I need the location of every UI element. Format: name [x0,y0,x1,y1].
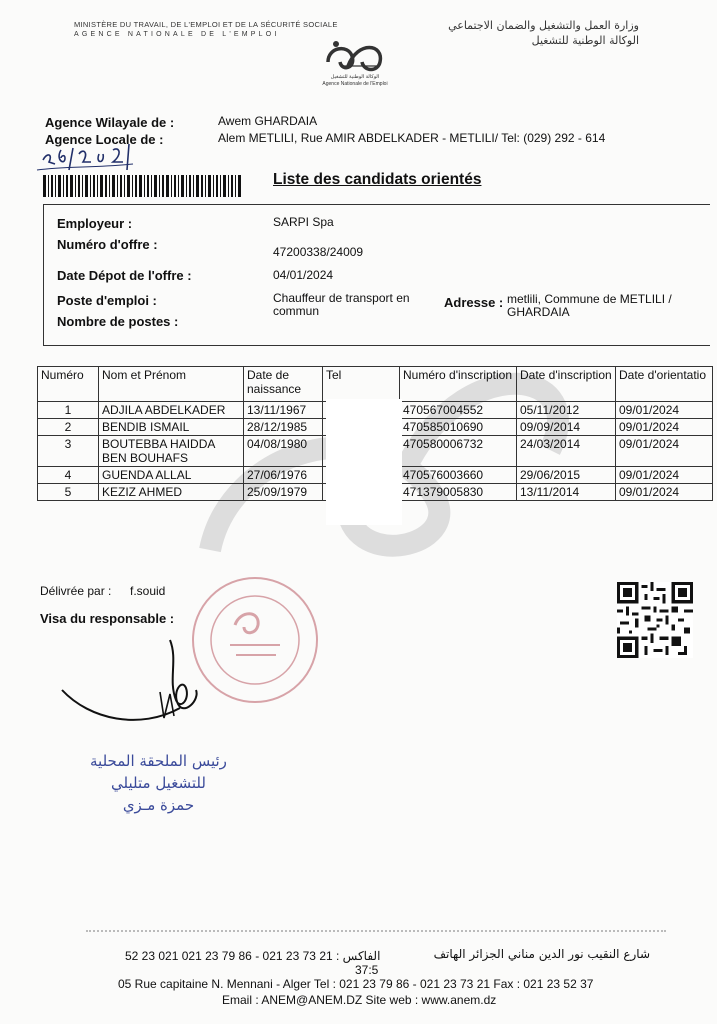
agency-name-fr: AGENCE NATIONALE DE L'EMPLOI [74,31,280,38]
cell-name: BENDIB ISMAIL [99,419,244,436]
locale-label: Agence Locale de : [45,132,164,147]
cell-orientation-date: 09/01/2024 [616,467,713,484]
employer-label: Employeur : [57,216,133,231]
cell-name: ADJILA ABDELKADER [99,402,244,419]
header-inscription-number: Numéro d'inscription [400,367,517,402]
cell-orientation-date: 09/01/2024 [616,484,713,501]
ministry-header-ar [448,18,639,48]
cell-inscription-number: 470576003660 [400,467,517,484]
header-tel: Tel [323,367,400,402]
footer-address-fr: 05 Rue capitaine N. Mennani - Alger Tel : 021 23 79 86 - 021 23 73 21 Fax : 021 23 52 37 [118,977,594,991]
footer-divider [86,930,666,932]
logo-caption [300,74,410,88]
cell-inscription-date: 29/06/2015 [517,467,616,484]
deposit-date-value: 04/01/2024 [273,268,334,282]
cell-birthdate: 27/06/1976 [244,467,323,484]
cell-inscription-date: 09/09/2014 [517,419,616,436]
positions-label: Nombre de postes : [57,314,179,329]
cell-name: GUENDA ALLAL [99,467,244,484]
responsible-stamp [90,750,227,816]
cell-inscription-date: 13/11/2014 [517,484,616,501]
cell-numero: 1 [38,402,99,419]
cell-orientation-date: 09/01/2024 [616,436,713,467]
offer-number-label: Numéro d'offre : [57,237,158,252]
header-inscription-date: Date d'inscription [517,367,616,402]
cell-numero: 3 [38,436,99,467]
footer-phones: 52 23 021 الفاكس : 21 73 23 021 - 86 79 23 021 [125,949,381,963]
address-value: metlili, Commune de METLILI / GHARDAIA [507,292,672,319]
agency-name-ar: الوكالة الوطنية للتشغيل [531,34,639,47]
cell-numero: 5 [38,484,99,501]
logo-caption-ar: الوكالة الوطنية للتشغيل [330,74,380,80]
cell-inscription-number: 470585010690 [400,419,517,436]
stamp-line-3: حمزة مـزي [122,796,195,814]
ministry-name-ar: وزارة العمل والتشغيل والضمان الاجتماعي [448,19,639,32]
cell-name: BOUTEBBA HAIDDA BEN BOUHAFS [99,436,244,467]
cell-birthdate: 28/12/1985 [244,419,323,436]
cell-inscription-number: 470580006732 [400,436,517,467]
logo-caption-fr: Agence Nationale de l'Emploi [322,81,388,87]
delivered-by-value: f.souid [130,584,166,598]
stamp-line-2: للتشغيل متليلي [111,774,206,792]
cell-orientation-date: 09/01/2024 [616,419,713,436]
visa-label: Visa du responsable : [40,611,175,626]
post-value: Chauffeur de transport en commun [273,291,410,318]
cell-inscription-date: 05/11/2012 [517,402,616,419]
cell-numero: 4 [38,467,99,484]
post-label: Poste d'emploi : [57,293,157,308]
offer-number-value: 47200338/24009 [273,245,364,259]
wilayale-value: Awem GHARDAIA [218,114,318,128]
footer-contact: Email : ANEM@ANEM.DZ Site web : www.anem.dz [222,993,497,1007]
tel-redaction [326,399,402,525]
ministry-name-fr: MINISTÈRE DU TRAVAIL, DE L'EMPLOI ET DE LA SÉCURITÉ SOCIALE [74,20,338,29]
table-header-row [38,367,713,402]
stamp-line-1: رئيس الملحقة المحلية [90,752,227,770]
handwritten-date [35,140,135,176]
cell-name: KEZIZ AHMED [99,484,244,501]
header-numero: Numéro [38,367,99,402]
cell-inscription-number: 470567004552 [400,402,517,419]
cell-birthdate: 25/09/1979 [244,484,323,501]
header-birthdate: Date de naissance [244,367,323,402]
header-name: Nom et Prénom [99,367,244,402]
cell-birthdate: 04/08/1980 [244,436,323,467]
document-title: Liste des candidats orientés [273,171,482,188]
cell-inscription-date: 24/03/2014 [517,436,616,467]
footer-page-ref: 37:5 [355,963,379,977]
ministry-header-fr [74,20,338,40]
barcode [43,175,243,197]
signature [60,630,220,740]
delivered-by-label: Délivrée par : [40,584,112,598]
address-label: Adresse : [444,295,504,310]
employer-value: SARPI Spa [273,215,334,229]
cell-birthdate: 13/11/1967 [244,402,323,419]
cell-orientation-date: 09/01/2024 [616,402,713,419]
header-orientation-date: Date d'orientatio [616,367,713,402]
wilayale-label: Agence Wilayale de : [45,115,175,130]
locale-value: Alem METLILI, Rue AMIR ABDELKADER - METLILI/ Tel: (029) 292 - 614 [218,131,606,145]
cell-numero: 2 [38,419,99,436]
deposit-date-label: Date Dépot de l'offre : [57,268,192,283]
footer-address-ar: شارع النقيب نور الدين مناني الجزائر الهاتف [433,947,650,961]
cell-inscription-number: 471379005830 [400,484,517,501]
qr-code [617,582,693,658]
